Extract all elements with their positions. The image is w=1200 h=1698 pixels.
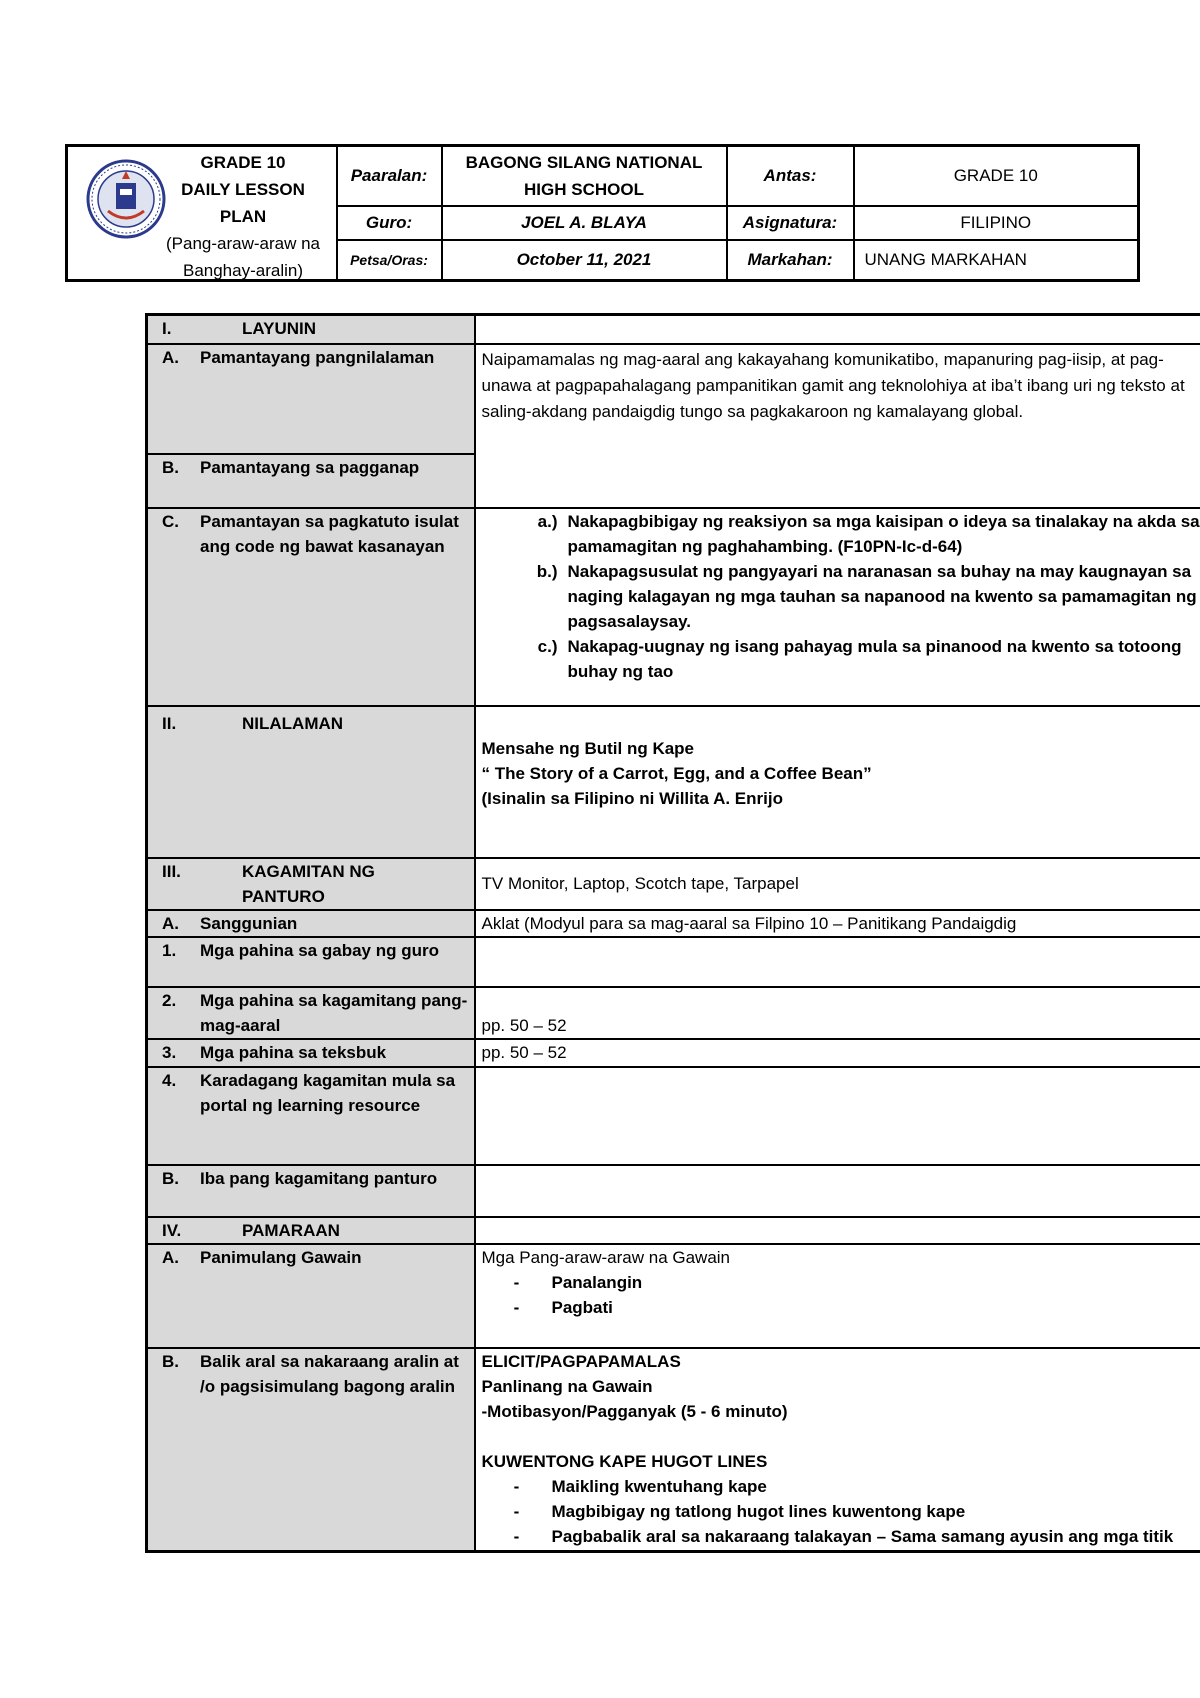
grade-title-line4: (Pang-araw-araw na — [165, 234, 320, 253]
row-num: B. — [162, 457, 179, 477]
table-row — [147, 1217, 1200, 1244]
row-num: B. — [162, 1351, 179, 1371]
guro-value: JOEL A. BLAYA — [442, 206, 727, 240]
section-title: LAYUNIN — [242, 319, 316, 338]
table-row — [147, 910, 1200, 937]
list-item: a.) Nakapagbibigay ng reaksiyon sa mga kaisipan o ideya sa tinalakay na akda sa pamamagitan ng paghahambing. (F10PN-Ic-d-64) — [537, 511, 1200, 556]
row-karagdagang-kagamitan — [147, 1067, 475, 1165]
row-title: Mga pahina sa gabay ng guro — [200, 940, 439, 960]
section-title: KAGAMITAN NG PANTURO — [242, 861, 375, 906]
table-row — [147, 1067, 1200, 1165]
lesson-plan-table — [145, 313, 1200, 1553]
content-objectives — [475, 508, 1200, 706]
row-num: A. — [162, 347, 179, 367]
row-panimulang-gawain — [147, 1244, 475, 1348]
table-row — [147, 937, 1200, 987]
row-num: 4. — [162, 1070, 177, 1090]
content-kagamitan: TV Monitor, Laptop, Scotch tape, Tarpapel — [475, 858, 1200, 910]
list-item: - Maikling kwentuhang kape — [513, 1476, 767, 1496]
paaralan-label: Paaralan: — [337, 146, 442, 207]
table-row — [147, 1348, 1200, 1552]
section-num: II. — [162, 713, 177, 733]
table-row — [147, 1165, 1200, 1217]
asignatura-value: FILIPINO — [854, 206, 1139, 240]
row-num: A. — [162, 1247, 179, 1267]
row-title: Panimulang Gawain — [200, 1247, 362, 1267]
row-title: Balik aral sa nakaraang aralin at /o pagsisimulang bagong aralin — [200, 1351, 459, 1396]
row-num: C. — [162, 511, 179, 531]
content-kagamitang-mag-aaral: pp. 50 – 52 — [475, 987, 1200, 1039]
asignatura-label: Asignatura: — [727, 206, 854, 240]
section-kagamitan — [147, 858, 475, 910]
row-title: Karadagang kagamitan mula sa portal ng learning resource — [200, 1070, 456, 1115]
section-num: IV. — [162, 1220, 182, 1240]
markahan-value: UNANG MARKAHAN — [854, 240, 1139, 280]
header-table — [65, 144, 1140, 282]
list-item: c.) Nakapag-uugnay ng isang pahayag mula sa pinanood na kwento sa totoong buhay ng tao — [537, 636, 1182, 681]
section-pamaraan — [147, 1217, 475, 1244]
antas-label: Antas: — [727, 146, 854, 207]
row-sanggunian — [147, 910, 475, 937]
row-num: B. — [162, 1168, 179, 1188]
petsa-value: October 11, 2021 — [442, 240, 727, 280]
section-num: I. — [162, 319, 172, 338]
row-num: 3. — [162, 1042, 177, 1062]
table-row — [147, 1244, 1200, 1348]
row-kagamitang-mag-aaral — [147, 987, 475, 1039]
list-item: - Magbibigay ng tatlong hugot lines kuwentong kape — [513, 1501, 966, 1521]
row-num: A. — [162, 913, 179, 933]
content-sanggunian: Aklat (Modyul para sa mag-aaral sa Filpino 10 – Panitikang Pandaigdig — [475, 910, 1200, 937]
table-row — [147, 858, 1200, 910]
row-title: Pamantayang pangnilalaman — [200, 347, 435, 367]
grade-title-line5: Banghay-aralin) — [182, 261, 303, 280]
nilalaman-translator: (Isinalin sa Filipino ni Willita A. Enrijo — [481, 788, 783, 808]
row-gabay-guro — [147, 937, 475, 987]
row-title: Pamantayan sa pagkatuto isulat ang code ng bawat kasanayan — [200, 511, 459, 556]
section-layunin — [147, 315, 475, 344]
content-pamantayang-pangnilalaman: Naipamamalas ng mag-aaral ang kakayahang komunikatibo, mapanuring pag-iisip, at pag-unawa at pagpapahalagang pampanitikan gamit ang teknolohiya at iba’t ibang uri ng teksto at saling-akdang pandaigdig tungo sa pagkakaroon ng kamalayang global. — [475, 344, 1200, 508]
table-row — [147, 706, 1200, 858]
row-iba-pang-kagamitan — [147, 1165, 475, 1217]
paaralan-value: BAGONG SILANG NATIONAL HIGH SCHOOL — [442, 146, 727, 207]
row-pamantayang-pangnilalaman — [147, 344, 475, 454]
content-balik-aral — [475, 1348, 1200, 1552]
list-item: - Pagbati — [513, 1297, 613, 1317]
row-pamantayang-pagganap — [147, 454, 475, 508]
row-num: 2. — [162, 990, 177, 1010]
table-row — [147, 987, 1200, 1039]
grade-title-line2: DAILY LESSON — [181, 180, 305, 199]
row-teksbuk — [147, 1039, 475, 1067]
grade-title-line1: GRADE 10 — [200, 153, 286, 172]
header-title-cell — [67, 146, 337, 281]
row-title: Mga pahina sa teksbuk — [200, 1042, 387, 1062]
row-title: Iba pang kagamitang panturo — [200, 1168, 438, 1188]
row-title: Sanggunian — [200, 913, 298, 933]
elicit-heading: ELICIT/PAGPAPAMALAS — [481, 1351, 681, 1371]
table-row — [147, 344, 1200, 454]
row-num: 1. — [162, 940, 177, 960]
section-num: III. — [162, 861, 181, 881]
section-nilalaman — [147, 706, 475, 858]
nilalaman-subtitle: “ The Story of a Carrot, Egg, and a Coffee Bean” — [481, 763, 872, 783]
row-title: Pamantayang sa pagganap — [200, 457, 420, 477]
row-pamantayan-pagkatuto — [147, 508, 475, 706]
kuwentong-kape-heading: KUWENTONG KAPE HUGOT LINES — [481, 1451, 768, 1471]
panimulang-heading: Mga Pang-araw-araw na Gawain — [481, 1247, 731, 1267]
table-row — [147, 508, 1200, 706]
table-row — [147, 315, 1200, 344]
content-teksbuk: pp. 50 – 52 — [475, 1039, 1200, 1067]
panlinang-heading: Panlinang na Gawain — [481, 1376, 653, 1396]
row-title: Mga pahina sa kagamitang pang-mag-aaral — [200, 990, 468, 1035]
section-title: NILALAMAN — [242, 713, 344, 733]
guro-label: Guro: — [337, 206, 442, 240]
antas-value: GRADE 10 — [854, 146, 1139, 207]
list-item: - Pagbabalik aral sa nakaraang talakayan – Sama samang ayusin ang mga titik — [513, 1526, 1174, 1546]
content-nilalaman — [475, 706, 1200, 858]
markahan-label: Markahan: — [727, 240, 854, 280]
row-balik-aral — [147, 1348, 475, 1552]
table-row — [147, 1039, 1200, 1067]
grade-title-line3: PLAN — [219, 207, 267, 226]
list-item: b.) Nakapagsusulat ng pangyayari na naranasan sa buhay na may kaugnayan sa naging kalagayan ng mga tauhan sa napanood na kwento sa pamamagitan ng pagsasalaysay. — [536, 561, 1197, 631]
petsa-label: Petsa/Oras: — [337, 240, 442, 280]
list-item: - Panalangin — [513, 1272, 643, 1292]
content-panimulang-gawain — [475, 1244, 1200, 1348]
section-title: PAMARAAN — [242, 1220, 340, 1240]
nilalaman-title: Mensahe ng Butil ng Kape — [481, 738, 695, 758]
motibasyon-line: -Motibasyon/Pagganyak (5 - 6 minuto) — [481, 1401, 788, 1421]
